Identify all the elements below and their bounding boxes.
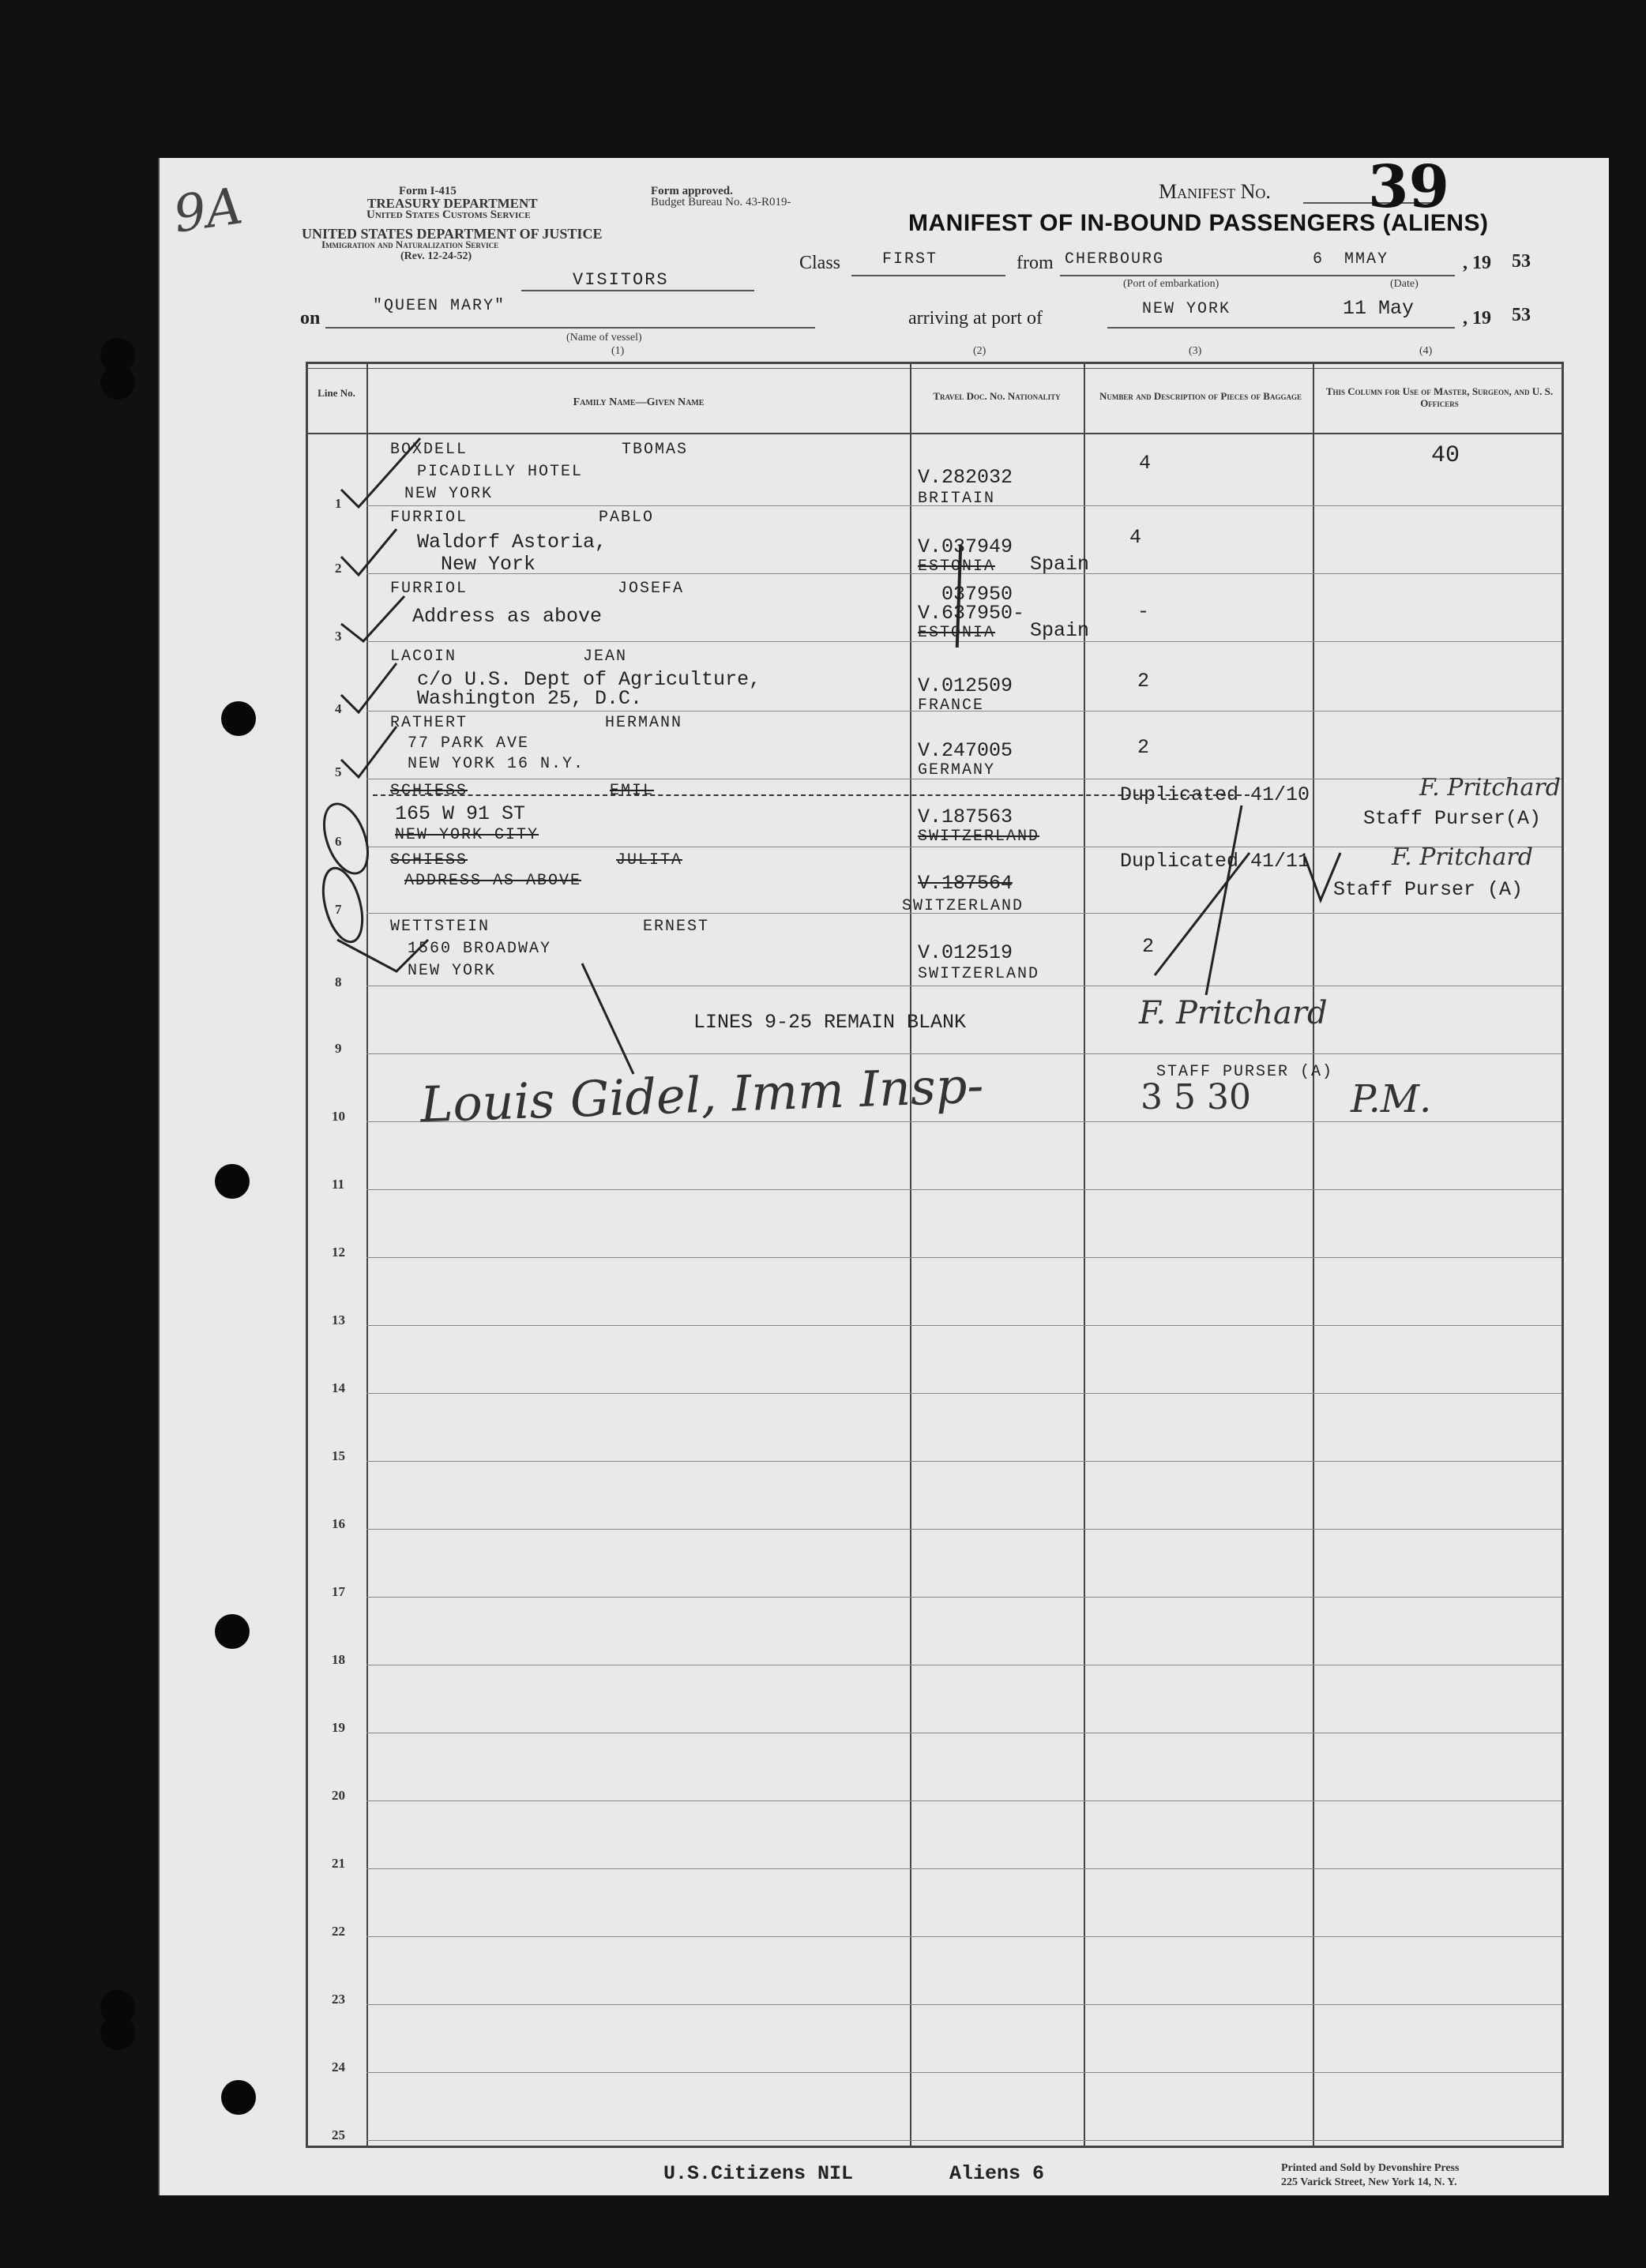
line-number: 17 xyxy=(332,1584,345,1599)
nationality-struck: ESTONIA xyxy=(918,624,996,642)
travel-doc: V.247005 xyxy=(918,739,1013,762)
line-number: 9 xyxy=(335,1041,342,1056)
circle-mark xyxy=(316,864,369,946)
year-prefix-2: , 19 xyxy=(1463,308,1491,329)
line-number: 4 xyxy=(335,701,342,716)
nationality: Spain xyxy=(1030,619,1090,642)
check-mark xyxy=(341,438,420,507)
line-number: 23 xyxy=(332,1992,345,2007)
printer-name: Printed and Sold by Devonshire Press xyxy=(1281,2162,1460,2174)
address-line: Waldorf Astoria, xyxy=(417,531,607,554)
address-line: New York xyxy=(441,553,536,576)
line-number: 20 xyxy=(332,1788,345,1803)
travel-doc: V.012509 xyxy=(918,674,1013,697)
family-name: BOXDELL xyxy=(390,441,468,459)
pen-line xyxy=(1305,853,1340,900)
row-rule xyxy=(366,1597,1561,1598)
treasury-department: TREASURY DEPARTMENT xyxy=(367,196,538,211)
row-rule xyxy=(366,2072,1561,2073)
nationality: SWITZERLAND xyxy=(902,897,1024,915)
embark-month: MMAY xyxy=(1344,250,1389,268)
given-name: ERNEST xyxy=(643,918,710,936)
punch-hole xyxy=(100,2015,135,2050)
row-rule xyxy=(366,1936,1561,1937)
pen-marks xyxy=(160,158,1609,1185)
check-mark xyxy=(341,727,396,777)
check-mark xyxy=(341,663,396,712)
line-number: 15 xyxy=(332,1448,345,1463)
class-value: FIRST xyxy=(882,250,938,268)
address-line: NEW YORK xyxy=(408,962,497,980)
line-number: 5 xyxy=(335,764,342,779)
baggage: - xyxy=(1137,600,1150,623)
baggage: 2 xyxy=(1142,935,1155,958)
column-header-baggage: Number and Description of Pieces of Baggage xyxy=(1099,390,1302,402)
nationality: FRANCE xyxy=(918,697,985,715)
line-number: 3 xyxy=(335,629,342,644)
line-number: 16 xyxy=(332,1516,345,1531)
arrival-date: 11 May xyxy=(1343,297,1415,320)
form-approved: Form approved. xyxy=(651,185,733,197)
printer-address: 225 Varick Street, New York 14, N. Y. xyxy=(1281,2176,1457,2188)
manifest-no-label: Manifest No. xyxy=(1159,180,1271,203)
family-name: LACOIN xyxy=(390,648,457,666)
given-name: TBOMAS xyxy=(622,441,689,459)
port-of-embarkation: CHERBOURG xyxy=(1065,250,1165,268)
given-name: JOSEFA xyxy=(618,580,685,598)
on-label: on xyxy=(300,308,321,329)
class-label: Class xyxy=(799,253,841,273)
officer-note: 40 xyxy=(1431,442,1460,469)
manifest-number: 39 xyxy=(1368,153,1449,221)
given-name: HERMANN xyxy=(605,714,683,732)
travel-doc: V.037949 xyxy=(918,535,1013,558)
budget-bureau: Budget Bureau No. 43-R019- xyxy=(651,196,791,208)
travel-doc: V.187563 xyxy=(918,805,1013,828)
vessel-name: "QUEEN MARY" xyxy=(373,297,506,315)
column-number: (4) xyxy=(1419,345,1433,357)
address-line: PICADILLY HOTEL xyxy=(417,463,584,481)
line-number: 10 xyxy=(332,1109,345,1124)
form-number: Form I-415 xyxy=(399,185,457,197)
inspector-signature: Louis Gidel, Imm Insp- xyxy=(419,1056,985,1134)
port-caption: (Port of embarkation) xyxy=(1123,278,1219,290)
pen-line xyxy=(1155,853,1250,975)
purser-initials: F. Pritchard xyxy=(1392,843,1533,871)
check-mark xyxy=(337,940,428,971)
officer-note: Staff Purser(A) xyxy=(1363,807,1542,830)
embark-day: 6 xyxy=(1313,250,1325,268)
year-2: 53 xyxy=(1512,305,1531,325)
row-rule xyxy=(366,2004,1561,2005)
travel-doc: V.282032 xyxy=(918,466,1013,489)
column-number: (2) xyxy=(973,345,986,357)
line-number: 8 xyxy=(335,974,342,989)
year-prefix-1: , 19 xyxy=(1463,253,1491,273)
visitors-label: VISITORS xyxy=(573,270,669,290)
column-header-officers: This Column for Use of Master, Surgeon, and U. S. Officers xyxy=(1325,385,1554,409)
department-of-justice: UNITED STATES DEPARTMENT OF JUSTICE xyxy=(302,226,603,242)
purser-title: STAFF PURSER (A) xyxy=(1156,1063,1334,1081)
pm-mark: P.M. xyxy=(1351,1077,1432,1121)
time-mark: 3 5 30 xyxy=(1141,1077,1251,1117)
circle-mark xyxy=(316,798,377,880)
address-line: Address as above xyxy=(412,605,603,628)
travel-doc-corrected: 037950 xyxy=(941,583,1013,606)
handwritten-mark: 9A xyxy=(170,177,246,245)
ins-label: Immigration and Naturalization Service xyxy=(321,238,499,250)
line-number: 12 xyxy=(332,1245,345,1260)
row-rule xyxy=(366,1325,1561,1326)
address-line: Washington 25, D.C. xyxy=(417,687,643,710)
address-line: 1560 BROADWAY xyxy=(408,940,552,958)
line-number: 18 xyxy=(332,1652,345,1667)
manifest-page xyxy=(158,153,1609,2195)
given-name: EMIL xyxy=(610,782,655,800)
line-number: 7 xyxy=(335,902,342,917)
date-caption: (Date) xyxy=(1390,278,1419,290)
row-rule xyxy=(366,1461,1561,1462)
line-number: 25 xyxy=(332,2127,345,2142)
baggage-note: Duplicated 41/11 xyxy=(1120,850,1310,873)
family-name: RATHERT xyxy=(390,714,468,732)
line-number: 21 xyxy=(332,1856,345,1871)
row-rule xyxy=(366,1529,1561,1530)
line-number: 2 xyxy=(335,561,342,576)
baggage: 2 xyxy=(1137,736,1150,759)
nationality: SWITZERLAND xyxy=(918,965,1040,983)
officer-note: Staff Purser (A) xyxy=(1333,878,1524,901)
column-header-travel: Travel Doc. No. Nationality xyxy=(933,390,1061,402)
given-name: JULITA xyxy=(616,851,683,869)
family-name: FURRIOL xyxy=(390,509,468,527)
family-name: FURRIOL xyxy=(390,580,468,598)
check-mark xyxy=(341,529,396,575)
arriving-label: arriving at port of xyxy=(908,308,1043,329)
address-line: NEW YORK CITY xyxy=(395,826,539,844)
address-line: NEW YORK 16 N.Y. xyxy=(408,755,585,773)
address-line: 77 PARK AVE xyxy=(408,734,530,753)
arrival-port: NEW YORK xyxy=(1142,300,1231,318)
line-number: 13 xyxy=(332,1312,345,1327)
pen-line xyxy=(582,963,633,1074)
line-number: 14 xyxy=(332,1380,345,1395)
line-number: 24 xyxy=(332,2060,345,2075)
column-header-name: Family Name—Given Name xyxy=(573,396,705,408)
line-number: 1 xyxy=(335,496,342,511)
address-line: 165 W 91 ST xyxy=(395,802,526,825)
row-rule xyxy=(366,1189,1561,1190)
nationality-struck: ESTONIA xyxy=(918,558,996,576)
family-name: SCHIESS xyxy=(390,851,468,869)
vessel-caption: (Name of vessel) xyxy=(566,332,642,344)
baggage: 4 xyxy=(1129,526,1142,549)
row-rule xyxy=(366,1868,1561,1869)
given-name: PABLO xyxy=(599,509,655,527)
page-title: MANIFEST OF IN-BOUND PASSENGERS (ALIENS) xyxy=(908,210,1489,236)
customs-service: United States Customs Service xyxy=(366,208,531,221)
family-name: SCHIESS xyxy=(390,782,468,800)
revision: (Rev. 12-24-52) xyxy=(400,250,472,262)
nationality: GERMANY xyxy=(918,761,996,779)
line-number: 11 xyxy=(332,1177,345,1192)
lines-remain-blank: LINES 9-25 REMAIN BLANK xyxy=(693,1011,967,1034)
nationality: Spain xyxy=(1030,553,1090,576)
family-name: WETTSTEIN xyxy=(390,918,490,936)
row-rule xyxy=(366,2140,1561,2141)
column-number: (1) xyxy=(611,345,625,357)
punch-hole xyxy=(100,365,135,400)
address-line: ADDRESS AS ABOVE xyxy=(404,872,582,890)
travel-doc: V.637950- xyxy=(918,602,1025,625)
line-number: 22 xyxy=(332,1924,345,1939)
row-rule xyxy=(366,1257,1561,1258)
address-line: NEW YORK xyxy=(404,485,494,503)
nationality: SWITZERLAND xyxy=(918,828,1040,846)
baggage-note: Duplicated 41/10 xyxy=(1120,783,1310,806)
row-rule xyxy=(366,1393,1561,1394)
travel-doc: V.187564 xyxy=(918,872,1013,895)
check-mark xyxy=(341,596,404,641)
baggage: 4 xyxy=(1139,452,1152,475)
baggage: 2 xyxy=(1137,670,1150,693)
punch-hole xyxy=(221,2080,256,2115)
given-name: JEAN xyxy=(583,648,628,666)
nationality: BRITAIN xyxy=(918,490,996,508)
punch-hole xyxy=(215,1614,250,1649)
purser-signature: F. Pritchard xyxy=(1139,995,1328,1031)
year-1: 53 xyxy=(1512,251,1531,272)
purser-initials: F. Pritchard xyxy=(1419,774,1561,802)
line-number: 6 xyxy=(335,834,342,849)
address-line: c/o U.S. Dept of Agriculture, xyxy=(417,668,761,691)
column-number: (3) xyxy=(1189,345,1202,357)
us-citizens-count: U.S.Citizens NIL xyxy=(663,2162,854,2185)
line-number: 19 xyxy=(332,1720,345,1735)
aliens-count: Aliens 6 xyxy=(949,2162,1045,2185)
from-label: from xyxy=(1017,253,1054,273)
travel-doc: V.012519 xyxy=(918,941,1013,964)
column-header-line: Line No. xyxy=(318,387,355,399)
